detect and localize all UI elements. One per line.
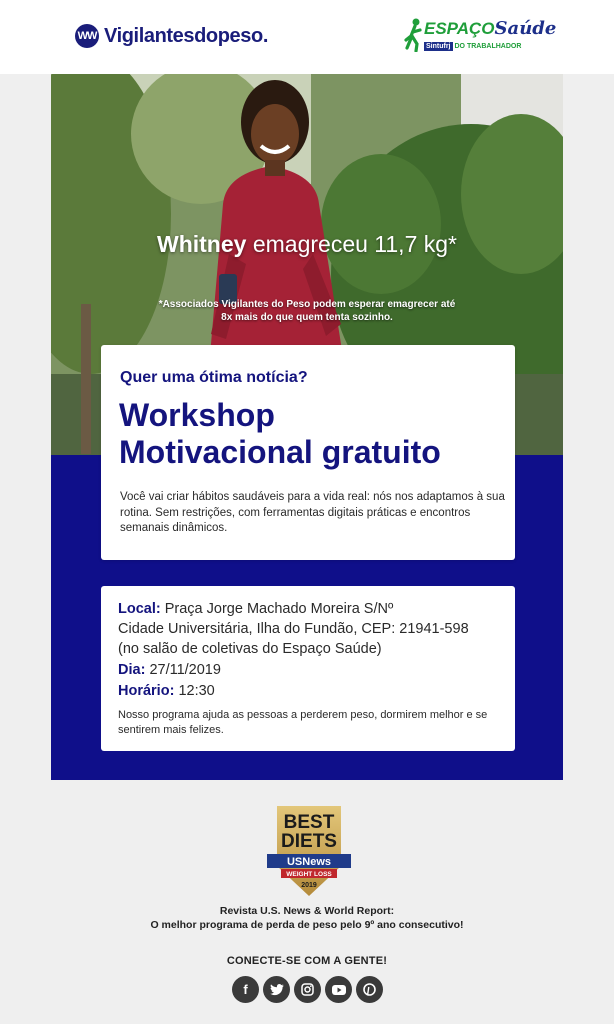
ww-logo-text: Vigilantesdopeso. <box>104 24 268 47</box>
espaco-saude-logo[interactable] <box>404 16 557 58</box>
event-note: Nosso programa ajuda as pessoas a perderem peso, dormirem melhor e se sentirem mais felizes. <box>118 709 488 736</box>
social-heading: CONECTE-SE COM A GENTE! <box>226 955 388 967</box>
pinterest-icon[interactable] <box>356 976 383 1003</box>
badge-category: WEIGHT LOSS <box>286 871 332 878</box>
promo-body: Você vai criar hábitos saudáveis para a vida real: nós nos adaptamos à sua rotina. Sem restrições, com ferramentas digitais práticas e encontros semanais dinâmicos. <box>120 491 505 534</box>
social-links <box>232 976 382 1004</box>
hero-headline <box>51 231 563 258</box>
time-value: 12:30 <box>178 683 215 699</box>
promo-title-line1: Workshop <box>119 397 275 433</box>
facebook-icon[interactable]: f <box>232 976 259 1003</box>
hero-headline-rest: emagreceu 11,7 kg* <box>252 231 457 257</box>
partner-logo-subtitle: Sintufrj DO TRABALHADOR <box>426 43 522 50</box>
promo-title-line2: Motivacional gratuito <box>119 434 441 470</box>
award-caption-line1: Revista U.S. News & World Report: <box>219 905 395 917</box>
location-line1: Praça Jorge Machado Moreira S/Nº <box>164 601 394 617</box>
best-diets-badge <box>267 806 351 896</box>
instagram-icon[interactable] <box>294 976 321 1003</box>
weight-watchers-logo[interactable] <box>75 24 268 48</box>
location-label: Local: <box>118 601 161 617</box>
event-location-row <box>118 601 393 617</box>
runner-figure-icon <box>404 18 426 52</box>
workshop-promo-card <box>101 345 515 560</box>
badge-line2: DIETS <box>281 831 337 852</box>
ww-logo-mark: WW <box>75 24 99 48</box>
promo-subhead: Quer uma ótima notícia? <box>120 369 308 386</box>
hero-disclaimer: *Associados Vigilantes do Peso podem esperar emagrecer até 8x mais do que quem tenta sozinho. <box>158 299 456 323</box>
date-value: 27/11/2019 <box>149 662 221 678</box>
hero-name: Whitney <box>157 231 247 257</box>
location-line3: (no salão de coletivas do Espaço Saúde) <box>118 641 382 657</box>
award-caption-line2: O melhor programa de perda de peso pelo 9º ano consecutivo! <box>150 919 464 931</box>
email-header <box>0 0 614 74</box>
event-date-row <box>118 662 221 678</box>
promo-title <box>119 397 441 471</box>
event-details-card <box>101 586 515 751</box>
location-line2: Cidade Universitária, Ilha do Fundão, CEP: 21941-598 <box>118 621 469 637</box>
youtube-icon[interactable] <box>325 976 352 1003</box>
twitter-icon[interactable] <box>263 976 290 1003</box>
partner-logo-title: ESPAÇOSaúde <box>424 18 557 39</box>
badge-brand: USNews <box>286 856 332 868</box>
date-label: Dia: <box>118 662 146 678</box>
event-time-row <box>118 683 215 699</box>
time-label: Horário: <box>118 683 175 699</box>
badge-year: 2019 <box>301 882 317 889</box>
badge-line1: BEST <box>283 812 335 833</box>
